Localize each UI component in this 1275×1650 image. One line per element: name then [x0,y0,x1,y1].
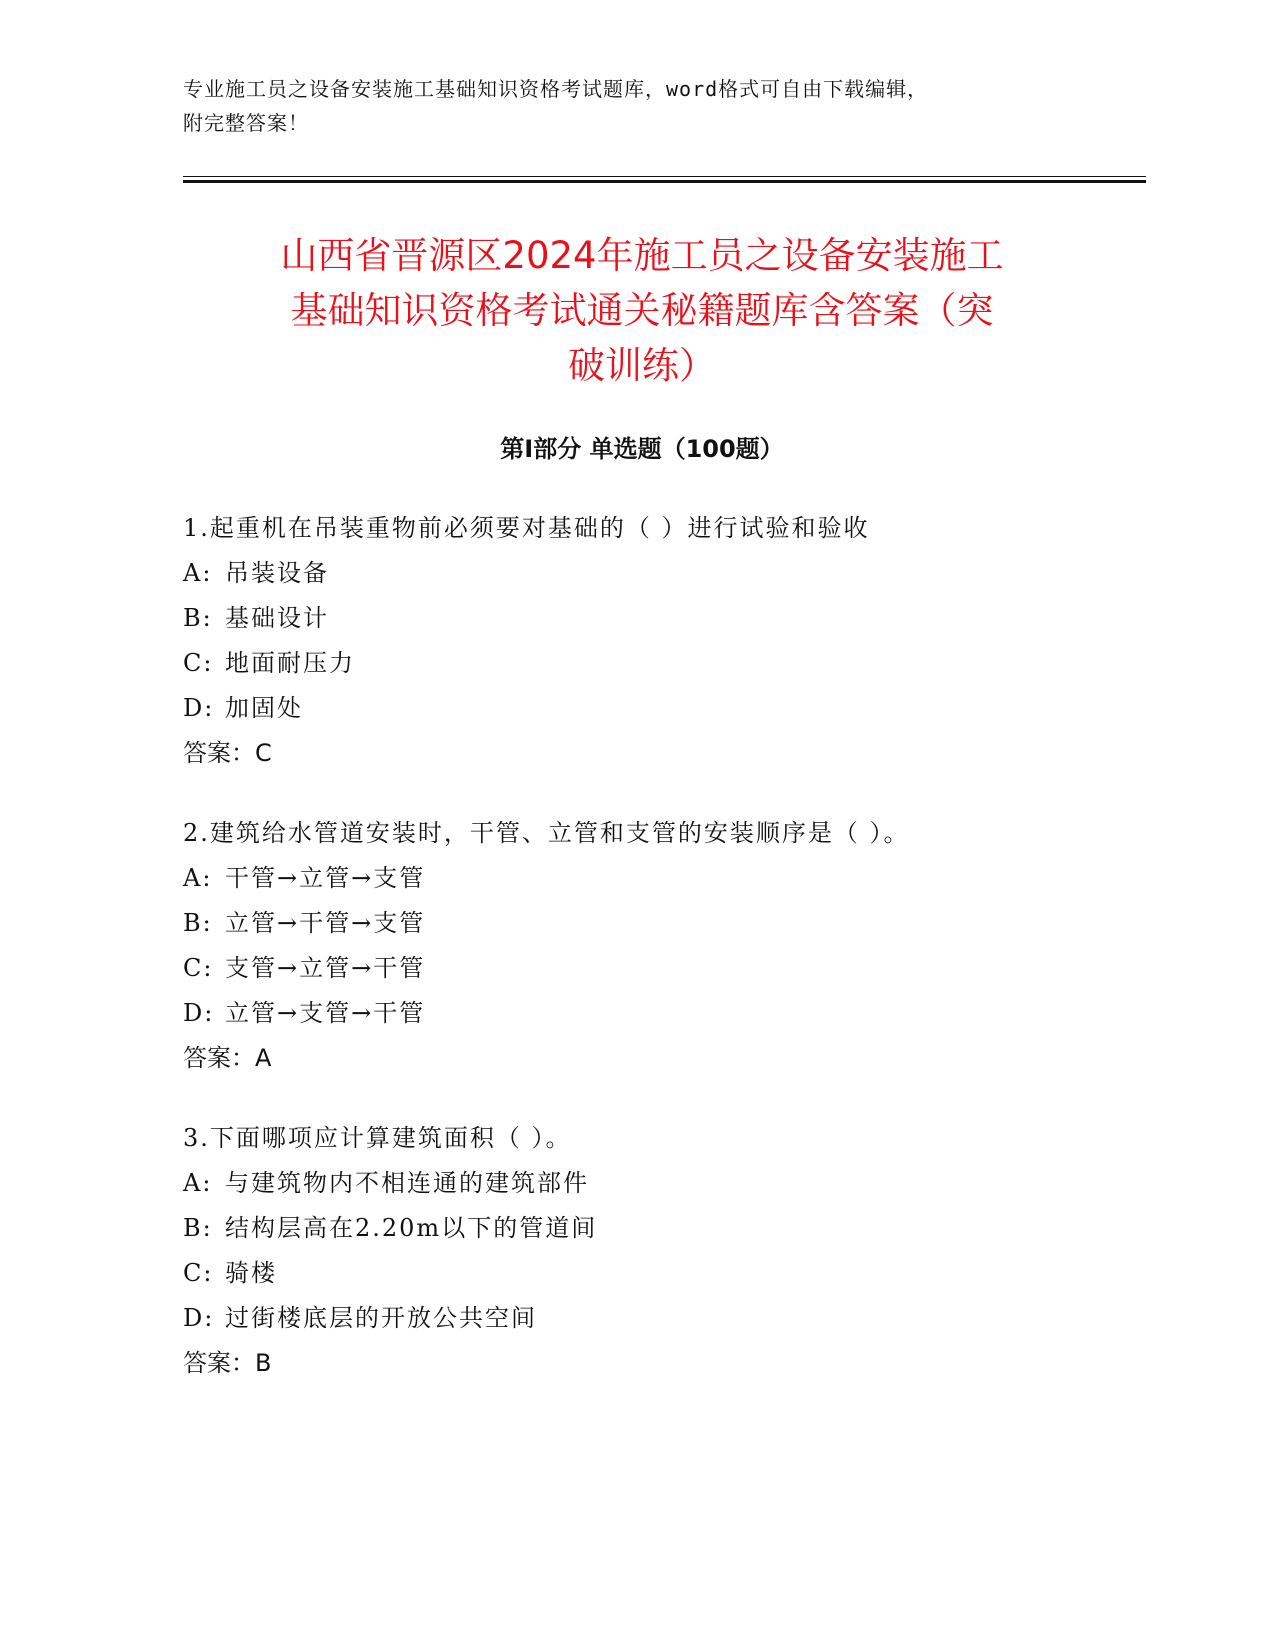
option-a [183,551,1083,596]
option-text: 地面耐压力 [225,649,355,677]
option-text: 干管→立管→支管 [225,864,426,892]
option-letter: B: [183,909,213,937]
header-divider-thin [183,176,1146,177]
header-divider-thick [183,180,1146,183]
option-c [183,641,1083,686]
option-c [183,946,1083,991]
option-text: 立管→干管→支管 [225,909,426,937]
header-note [183,72,1063,140]
option-text: 与建筑物内不相连通的建筑部件 [225,1169,589,1197]
option-letter: D: [183,694,215,722]
option-a [183,1161,1083,1206]
answer-line: 答案：C [183,739,272,767]
option-letter: C: [183,1259,214,1287]
option-text: 结构层高在2.20m以下的管道间 [225,1214,598,1242]
option-b [183,1206,1083,1251]
option-letter: C: [183,649,214,677]
option-text: 立管→支管→干管 [225,999,426,1027]
document-title-line-1: 山西省晋源区2024年施工员之设备安装施工 [280,234,1004,277]
header-note-line-2: 附完整答案！ [183,111,309,135]
option-b [183,596,1083,641]
option-text: 吊装设备 [225,559,329,587]
answer-line: 答案：B [183,1349,272,1377]
option-d [183,1296,1083,1341]
question-stem: 3.下面哪项应计算建筑面积（ ）。 [183,1124,572,1152]
option-letter: A: [183,559,213,587]
header-note-line-1: 专业施工员之设备安装施工基础知识资格考试题库，word格式可自由下载编辑， [183,77,929,101]
question-stem: 2.建筑给水管道安装时，干管、立管和支管的安装顺序是（ ）。 [183,819,910,847]
option-d [183,991,1083,1036]
option-text: 基础设计 [225,604,329,632]
option-text: 过街楼底层的开放公共空间 [225,1304,537,1332]
section-heading: 第Ⅰ部分 单选题（100题） [500,435,784,463]
document-title-line-3: 破训练） [568,344,716,387]
option-d [183,686,1083,731]
answer-line: 答案：A [183,1044,272,1072]
option-b [183,901,1083,946]
option-letter: D: [183,999,215,1027]
option-letter: D: [183,1304,215,1332]
question-1 [183,506,1083,776]
option-letter: C: [183,954,214,982]
option-c [183,1251,1083,1296]
document-title [183,228,1101,393]
option-text: 加固处 [225,694,303,722]
option-letter: B: [183,1214,213,1242]
option-text: 骑楼 [225,1259,277,1287]
question-stem: 1.起重机在吊装重物前必须要对基础的（ ）进行试验和验收 [183,514,870,542]
question-3 [183,1116,1083,1386]
option-letter: A: [183,1169,213,1197]
option-letter: B: [183,604,213,632]
document-title-line-2: 基础知识资格考试通关秘籍题库含答案（突 [290,289,994,332]
option-letter: A: [183,864,213,892]
option-text: 支管→立管→干管 [225,954,426,982]
question-2 [183,811,1083,1081]
option-a [183,856,1083,901]
